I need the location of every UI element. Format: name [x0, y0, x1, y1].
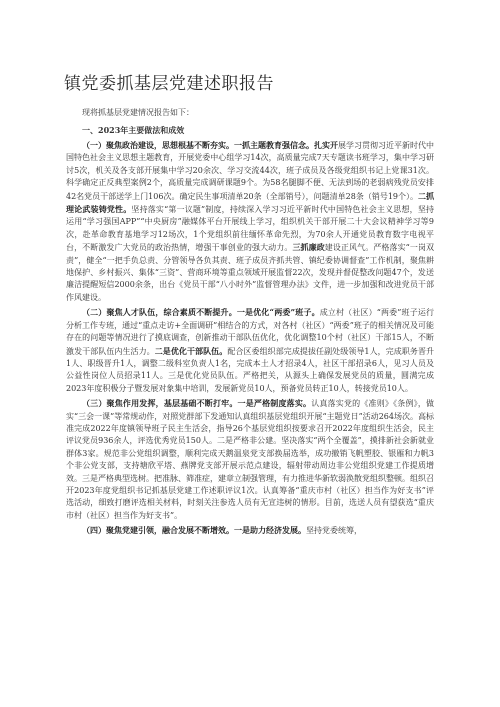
paragraph-2-sub2: 二是优化干部队伍。 [154, 345, 228, 356]
paragraph-4 [66, 524, 434, 537]
paragraph-3-text: 认真落实党的《准则》《条例》，做实“三会一课”等常规动作，对照党群部下发通知认真组织基层党组织开展“主题党日”活动264场次。高标准完成2022年度镇领导班子民主生活会，指导26个基层党组织按要求召开2022年度组织生活会，民主评议党员936余人，评选优秀党员150人。二是严格非公建。坚决落实“两个全覆盖”，摸排新社会新就业群体3家。规范非公党组织调整，顺利完成天鹅温泉党支部换届选举，成功撤销飞帆塑胶、银雁和力帆3个非公党支部，支持塘欣平塔、燕牌党支部开展示范点建设，辐射带动周边非公党组织党建工作提质增效。三是严格典型选树。 [66, 399, 435, 483]
paragraph-1-lead: （一）聚焦政治建设，思想根基不断夯实。 [82, 140, 234, 150]
paragraph-3-sub1: 一是严格制度落实。 [237, 398, 312, 409]
paragraph-2 [66, 306, 434, 395]
paragraph-1-sub1: 一抓主题教育强信念。 [234, 140, 314, 150]
paragraph-1-text3: 建设正风气。严格落实“一岗双责”，健全“一把手负总责、分管领导各负其责、班子成员齐抓共管、镇纪委协调督查”工作机制，聚焦耕地保护、乡村振兴、集体“三资”、营商环境等重点领域开展监督22次，发现并督促整改问题47个，发送廉洁提醒短信2000余条，出台《党员干部“八小时外”监督管理办法》文件，进一步加强和改进党员干部作风建设。 [66, 243, 435, 302]
paragraph-3 [66, 397, 434, 522]
paragraph-1-sub3: 二抓理论武装铸党性。 [66, 190, 435, 215]
paragraph-1 [66, 139, 434, 304]
paragraph-4-sub1: 一是助力经济发展。 [234, 525, 306, 536]
paragraph-1-text2: 坚持落实“第一议题”制度，持续深入学习习近平新时代中国特色社会主义思想，坚持运用“学习强国APP”“中央厨房”融媒体平台开展线上学习，组织机关干部开展二十大会议精神学习等9次，赴革命教育基地学习12场次，1个党组织前往缅怀革命先烈，为70余人开通党员教育数字电视平台，不断激发广大党员的政治热情，增强干事创业的强大动力。 [66, 205, 434, 253]
paragraph-1-sub4: 三抓廉政 [292, 242, 325, 253]
paragraph-2-text: 成立村（社区）“两委”班子运行分析工作专班，通过“重点走访+全面调研”相结合的方式，对各村（社区）“两委”班子的相关情况及可能存在的问题等情况进行了摸底调查，创新推动干部队伍优化，优化调整10个村（社区）干部15人，不断激发干部队伍内生活力。 [66, 308, 435, 356]
paragraph-2-sub1: 一是优化“两委”班子。 [236, 307, 320, 318]
page-title: 镇党委抓基层党建述职报告 [64, 74, 274, 94]
intro-text: 现将抓基层党建情况报告如下： [82, 108, 194, 117]
paragraph-4-lead: （四）聚焦党建引领，融合发展不断增效。 [82, 525, 234, 536]
paragraph-4-text: 坚持党委统筹， [306, 526, 362, 536]
paragraph-3-text2: 把准脉、筛准症，建章立制强管理，有力推进华新软弱涣散党组织整顿。组织召开2023年度党组织书记抓基层党建工作述职评议1次。认真筹备“重庆市村（社区）担当作为好支书”评选活动，细致打磨评选相关材料，时刻关注参选人员有无宣违树的情形。目前，选送人员有望获选“重庆市村（社区）担当作为好支书”。 [66, 473, 434, 520]
section-heading: 一、2023年主要做法和成效 [82, 125, 185, 135]
paragraph-3-lead: （三）聚焦作用发挥，基层基础不断打牢。 [82, 398, 238, 409]
paragraph-1-sub2: 扎实开 [314, 140, 338, 150]
paragraph-2-text2: 配合区委组织部完成提拔任副处级领导1人，完成职务晋升1人、职级晋升1人，调整二级科室负责人1名，完成本土人才招录4人，社区干部招录6人，见习人员及公益性岗位人员招录11人。三是优化党员队伍。严格把关，从源头上确保发展党员的质量，圆满完成2023年度积极分子暨发展对象集中培训，发展新党员10人，预备党员转正10人，转接党员10人。 [66, 346, 435, 393]
paragraph-1-text: 展学习贯彻习近平新时代中国特色社会主义思想主题教育，开展党委中心组学习14次，高质量完成7天专题读书班学习，集中学习研讨5次，机关及各支部开展集中学习20余次、学习交流44次，班子成员及各级党组织书记上党课31次。科学确定正反典型案例2个，高质量完成调研课题9个。为58名腿脚不便、无法到场的老弱病残党员安排42名党员干部送学上门106次。确定民生事项清单20条（全部销号），问题清单28条（销号19个）。 [66, 141, 434, 201]
paragraph-2-lead: （二）聚焦人才队伍，综合素质不断提升。 [82, 307, 237, 318]
